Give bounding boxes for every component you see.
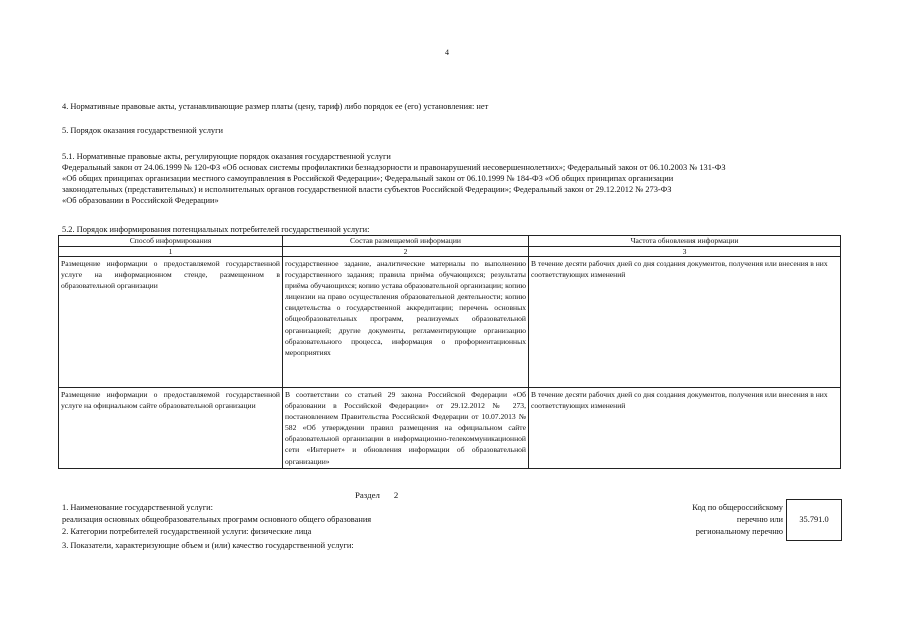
indicators-title: 3. Показатели, характеризующие объем и (или) качество государственной услуги:: [62, 541, 354, 550]
cell-content: государственное задание, аналитические материалы по выполнению государственного задания; правила приёма обучающихся; результаты приёма обучающихся; копию устава образовательной организации; копию лицензии на право осуществления образовательной деятельности; копию свидетельства о государственной аккредитации; перечень основных общеобразовательных программ, реализуемых образовательной организацией; другие документы, регламентирующие организацию образовательного процесса, информация о профориентационных мероприятиях: [283, 257, 529, 388]
registry-code-box: 35.791.0: [786, 499, 842, 541]
table-header-row: [59, 236, 841, 247]
consumer-category: 2. Категории потребителей государственной услуги: физические лица: [62, 527, 312, 536]
registry-code-label: региональному перечню: [695, 527, 783, 536]
column-header-method: Способ информирования: [59, 236, 283, 247]
legal-acts-line: «Об общих принципах организации местного самоуправления в Российской Федерации»; Федеральный закон от 06.10.1999 № 184-ФЗ «Об общих принципах организации: [62, 174, 674, 183]
cell-method: Размещение информации о предоставляемой государственной услуге на официальном сайте образовательной организации: [59, 388, 283, 469]
table-row: [59, 257, 841, 388]
section-5-service-procedure: 5. Порядок оказания государственной услуги: [62, 126, 224, 135]
table-row: [59, 388, 841, 469]
page-number: 4: [445, 48, 449, 57]
service-name-value: реализация основных общеобразовательных программ основного общего образования: [62, 515, 372, 524]
legal-acts-line: Федеральный закон от 24.06.1999 № 120-ФЗ «Об основах системы профилактики безнадзорности и правонарушений несовершеннолетних»; Федеральный закон от 06.10.2003 № 131-ФЗ: [62, 163, 726, 172]
column-number-row: [59, 247, 841, 257]
section-5-1-title: 5.1. Нормативные правовые акты, регулирующие порядок оказания государственной услуги: [62, 152, 391, 161]
section-5-2-title: 5.2. Порядок информирования потенциальных потребителей государственной услуги:: [62, 225, 370, 234]
section-heading-number: 2: [393, 490, 399, 500]
cell-method: Размещение информации о предоставляемой государственной услуге на информационном стенде, размещенном в образовательной организации: [59, 257, 283, 388]
registry-code-label: Код по общероссийскому: [692, 503, 783, 512]
section-4-legal-acts-fee: 4. Нормативные правовые акты, устанавливающие размер платы (цену, тариф) либо порядок ее (его) установления: нет: [62, 102, 489, 111]
legal-acts-line: законодательных (представительных) и исполнительных органов государственной власти субъектов Российской Федерации»; Федеральный закон от 29.12.2012 № 273-ФЗ: [62, 185, 672, 194]
informing-procedure-table: [58, 235, 841, 469]
section-heading: [355, 490, 398, 500]
column-number: 3: [529, 247, 841, 257]
legal-acts-line: «Об образовании в Российской Федерации»: [62, 196, 219, 205]
cell-content: В соответствии со статьей 29 закона Российской Федерации «Об образовании в Российской Федерации» от 29.12.2012 № 273, постановлением Правительства Российской Федерации от 10.07.2013 № 582 «Об утверждении правил размещения на официальном сайте образовательной организации в информационно-телекоммуникационной сети «Интернет» и обновления информации об образовательной организации»: [283, 388, 529, 469]
section-heading-label: Раздел: [355, 490, 380, 500]
cell-frequency: В течение десяти рабочих дней со дня создания документов, получения или внесения в них соответствующих изменений: [529, 388, 841, 469]
registry-code-label: перечню или: [736, 515, 783, 524]
column-number: 2: [283, 247, 529, 257]
column-number: 1: [59, 247, 283, 257]
column-header-content: Состав размещаемой информации: [283, 236, 529, 247]
cell-frequency: В течение десяти рабочих дней со дня создания документов, получения или внесения в них соответствующих изменений: [529, 257, 841, 388]
column-header-frequency: Частота обновления информации: [529, 236, 841, 247]
service-name-title: 1. Наименование государственной услуги:: [62, 503, 213, 512]
